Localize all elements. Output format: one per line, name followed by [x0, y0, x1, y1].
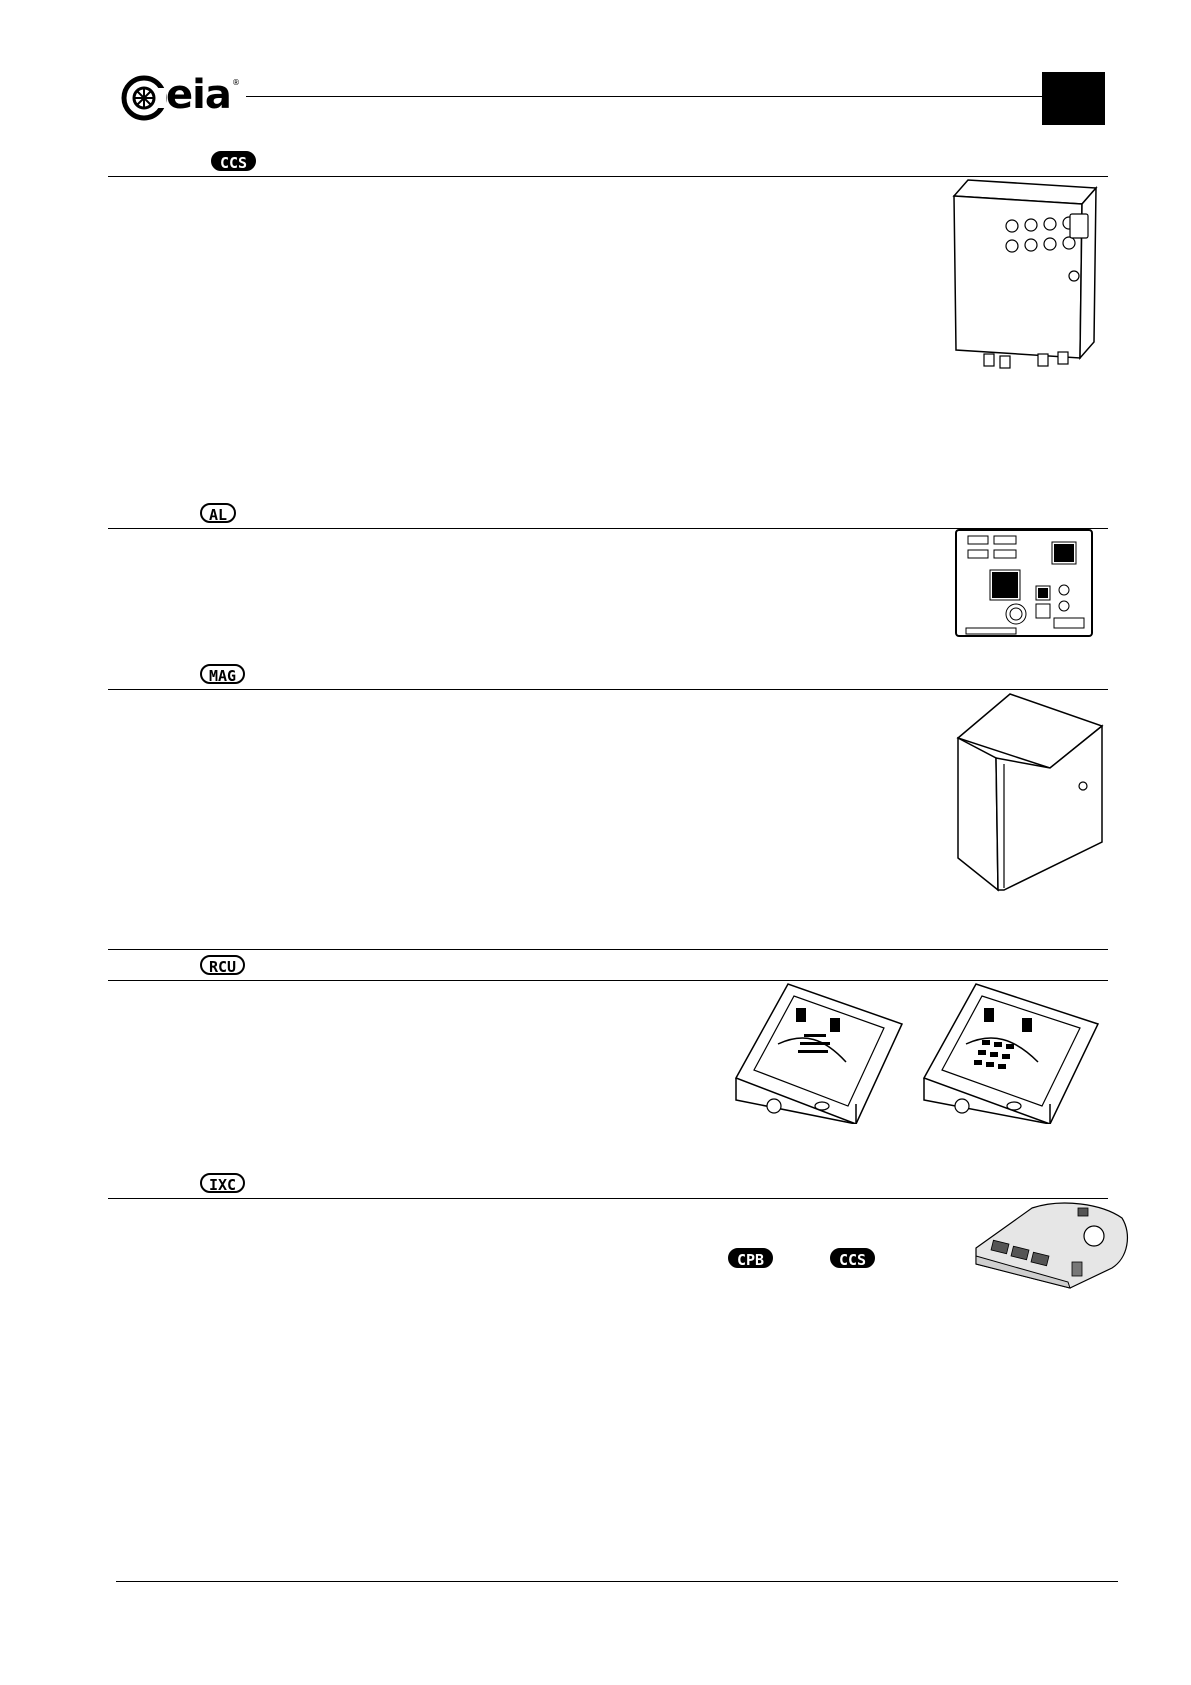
section-rule-ixc — [108, 1198, 1108, 1199]
section-rule-rcu — [108, 980, 1108, 981]
section-top-rule-rcu — [108, 949, 1108, 950]
section-rule-ccs — [108, 176, 1108, 177]
badge-cpb-inline: CPB — [728, 1248, 773, 1268]
logo-wordmark: eia — [166, 72, 231, 118]
badge-mag: MAG — [200, 664, 245, 684]
badge-al: AL — [200, 503, 236, 523]
steel-enclosure-icon — [954, 692, 1106, 892]
logo-registered-mark: ® — [232, 78, 240, 87]
remote-control-unit-keypad-icon — [922, 982, 1100, 1124]
section-rule-mag — [108, 689, 1108, 690]
ceia-logo — [120, 74, 240, 126]
ceia-logo-mark-icon — [120, 74, 168, 122]
footer-rule — [116, 1581, 1118, 1582]
header-rule — [246, 96, 1043, 97]
circuit-board-icon — [954, 528, 1094, 638]
interface-card-icon — [972, 1198, 1132, 1294]
chapter-tab — [1042, 72, 1105, 125]
control-cabinet-icon — [948, 178, 1100, 378]
badge-ixc: IXC — [200, 1173, 245, 1193]
badge-rcu: RCU — [200, 955, 245, 975]
badge-ccs-inline: CCS — [830, 1248, 875, 1268]
badge-ccs: CCS — [211, 151, 256, 171]
remote-control-unit-icon — [734, 982, 904, 1124]
